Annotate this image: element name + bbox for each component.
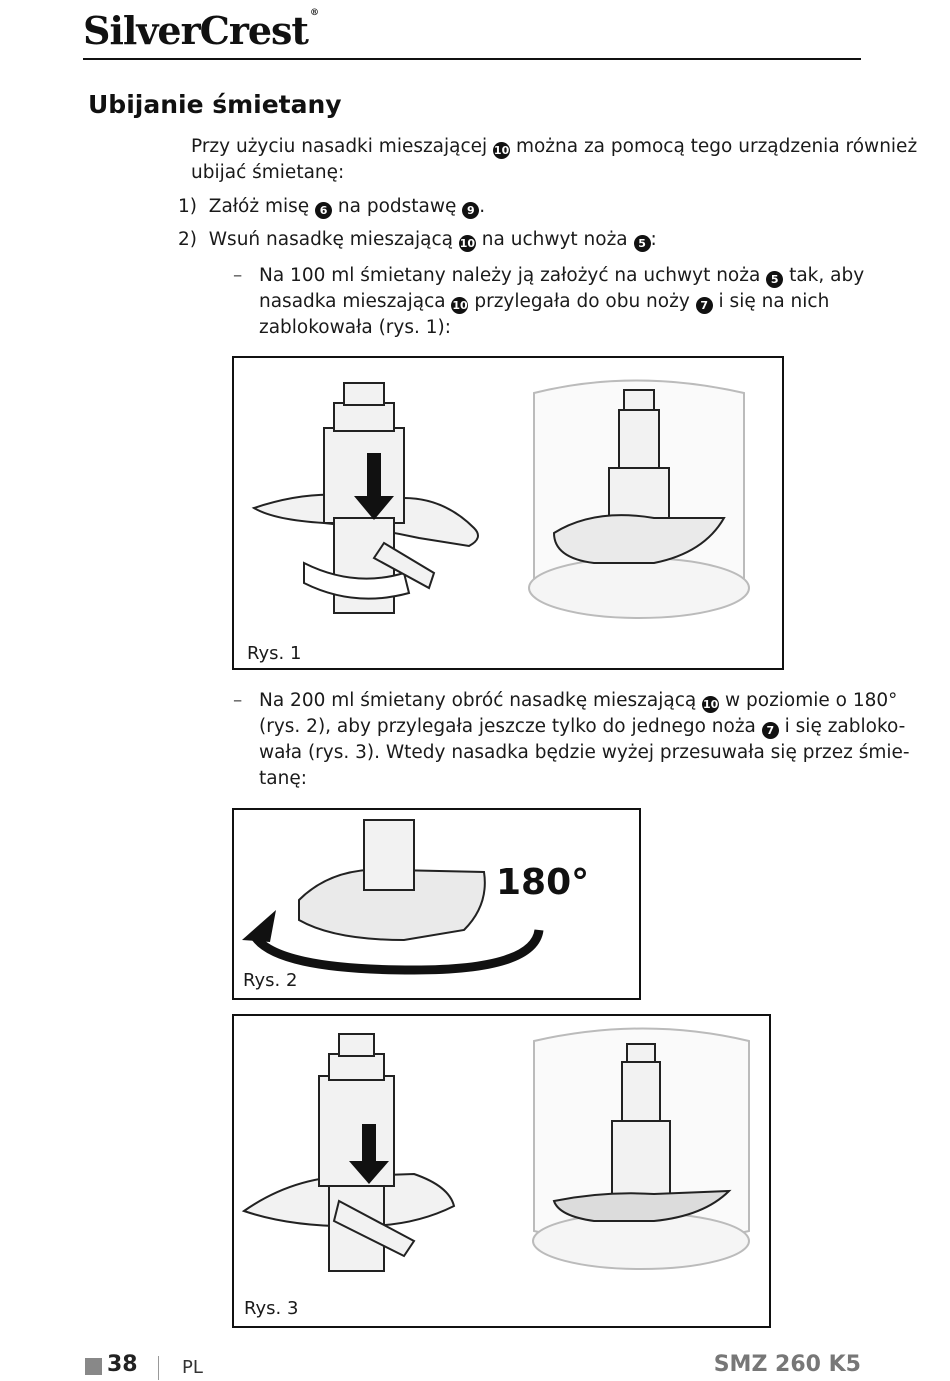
- marker-10: 10: [493, 144, 510, 157]
- bullet-2-line-3: wała (rys. 3). Wtedy nasadka będzie wyżej przesuwała się przez śmie-: [259, 742, 910, 763]
- marker-5: 5: [634, 235, 651, 252]
- bullet-2-line-1: Na 200 ml śmietany obróć nasadkę mieszającą 10 w poziomie o 180°: [259, 690, 898, 711]
- arrow-head-icon: [242, 910, 276, 942]
- marker-6: 6: [315, 202, 332, 219]
- sleeve-top: [334, 403, 394, 431]
- bullet-1-line-2: nasadka mieszająca 10 przylegała do obu noży 7 i się na nich: [259, 291, 830, 312]
- figure-3: [232, 1014, 771, 1328]
- rotation-angle: 180°: [496, 862, 590, 903]
- attachment-sleeve: [364, 820, 414, 890]
- bullet-dash: –: [233, 690, 243, 711]
- footer-divider: [158, 1356, 159, 1380]
- marker-10: 10: [459, 237, 476, 250]
- language-code: PL: [182, 1357, 203, 1378]
- figure-2-caption: Rys. 2: [243, 970, 298, 991]
- bowl-base: [529, 558, 749, 618]
- header-rule: [83, 58, 861, 60]
- marker-5: 5: [766, 271, 783, 288]
- marker-7: 7: [762, 722, 779, 739]
- bullet-2-line-2: (rys. 2), aby przylegała jeszcze tylko do jednego noża 7 i się zabloko-: [259, 716, 906, 737]
- figure-1-drawing: [234, 358, 782, 668]
- shaft: [619, 410, 659, 470]
- intro-line-1: Przy użyciu nasadki mieszającej 10 można za pomocą tego urządzenia również: [191, 136, 918, 157]
- model-number: SMZ 260 K5: [713, 1352, 861, 1377]
- footer-square-icon: [85, 1358, 102, 1375]
- sleeve-top: [329, 1054, 384, 1080]
- step-2: 2) Wsuń nasadkę mieszającą 10 na uchwyt noża 5 :: [178, 229, 657, 250]
- figure-1-caption: Rys. 1: [247, 643, 302, 664]
- shaft-cap: [624, 390, 654, 412]
- marker-7: 7: [696, 297, 713, 314]
- sleeve: [324, 428, 404, 523]
- brand-logo: SilverCrest ®: [83, 8, 318, 53]
- bullet-1-line-3: zablokowała (rys. 1):: [259, 317, 451, 338]
- shaft-top: [339, 1034, 374, 1056]
- page-number: 38: [107, 1352, 138, 1377]
- bullet-dash: –: [233, 265, 243, 286]
- bullet-1-line-1: Na 100 ml śmietany należy ją założyć na uchwyt noża 5 tak, aby: [259, 265, 865, 286]
- marker-10: 10: [702, 698, 719, 711]
- step-1: 1) Załóż misę 6 na podstawę 9 .: [178, 196, 486, 217]
- section-title: Ubijanie śmietany: [88, 90, 342, 119]
- intro-line-2: ubijać śmietanę:: [191, 162, 345, 183]
- marker-9: 9: [462, 202, 479, 219]
- figure-1: [232, 356, 784, 670]
- figure-2: [232, 808, 641, 1000]
- bullet-2-line-4: tanę:: [259, 768, 307, 789]
- figure-3-drawing: [234, 1016, 769, 1326]
- shaft-top: [344, 383, 384, 405]
- attachment-sleeve: [612, 1121, 670, 1196]
- shaft: [622, 1062, 660, 1122]
- figure-3-caption: Rys. 3: [244, 1298, 299, 1319]
- marker-10: 10: [452, 299, 468, 312]
